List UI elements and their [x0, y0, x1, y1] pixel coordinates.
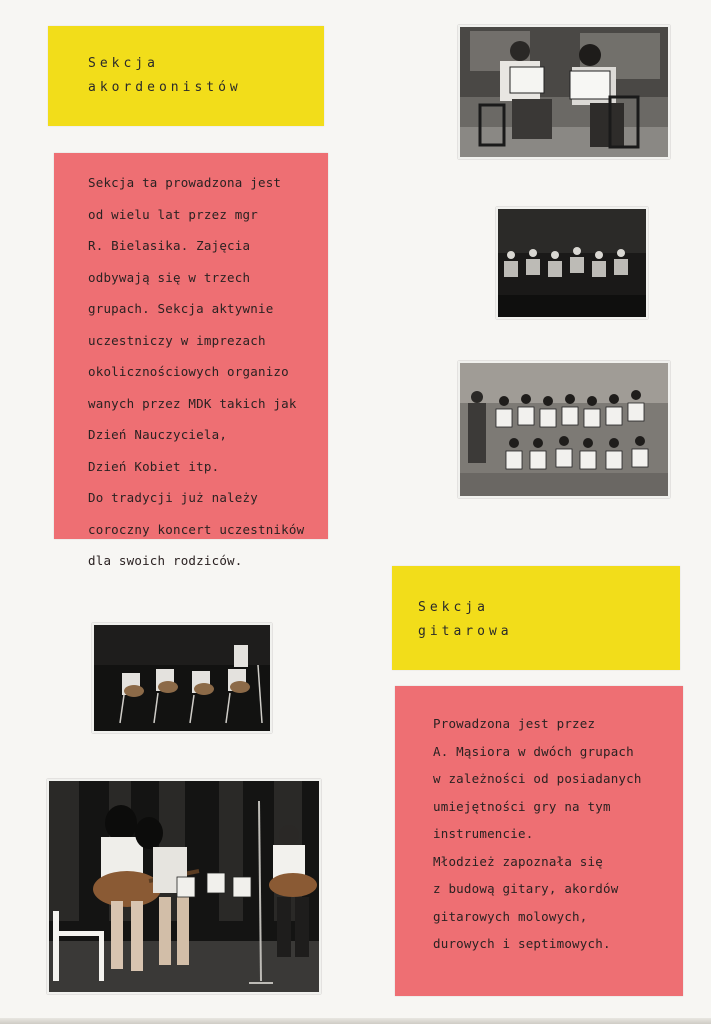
accordion-text-line: Do tradycji już należy	[88, 490, 258, 505]
accordion-group-photo	[496, 207, 648, 319]
guitar-section-label	[392, 566, 680, 670]
guitar-description-card	[395, 686, 683, 996]
accordion-text-line: Sekcja ta prowadzona jest	[88, 175, 282, 190]
guitar-text-line: Prowadzona jest przez	[433, 716, 596, 731]
guitar-text-line: A. Mąsiora w dwóch grupach	[433, 743, 634, 759]
guitar-text-line: durowych i septimowych.	[433, 936, 611, 951]
guitar-label-line-1: Sekcja	[418, 600, 489, 615]
accordionists-duo-photo	[458, 25, 670, 159]
guitar-text-line: Młodzież zapoznała się	[433, 853, 603, 869]
accordion-text-line: uczestniczy w imprezach	[88, 332, 266, 348]
accordion-text-line: Dzień Nauczyciela,	[88, 427, 228, 442]
guitar-text-line: gitarowych molowych,	[433, 908, 588, 924]
accordion-text-line: od wielu lat przez mgr	[88, 206, 258, 222]
guitar-text-line: instrumencie.	[433, 826, 534, 841]
accordion-label-line-1: Sekcja	[88, 56, 159, 71]
accordion-section-label	[48, 26, 324, 126]
guitar-text-line: w zależności od posiadanych	[433, 771, 642, 786]
accordion-label-line-2: akordeonistów	[88, 80, 242, 95]
accordion-description-card	[54, 153, 328, 568]
accordion-ensemble-photo	[458, 361, 670, 498]
guitar-text-line: umiejętności gry na tym	[433, 798, 611, 814]
accordion-text-line: grupach. Sekcja aktywnie	[88, 301, 274, 316]
accordion-text-line: coroczny koncert uczestników	[88, 521, 305, 537]
accordion-text-line: odbywają się w trzech	[88, 269, 251, 285]
accordion-text-line: okolicznościowych organizo	[88, 364, 289, 379]
accordion-text-line: Dzień Kobiet itp.	[88, 458, 220, 474]
guitar-group-photo	[92, 623, 272, 733]
accordion-text-line: dla swoich rodziców.	[88, 553, 243, 568]
accordion-text-line: wanych przez MDK takich jak	[88, 395, 297, 411]
guitar-label-line-2: gitarowa	[418, 624, 513, 639]
page-bottom-edge	[0, 1018, 711, 1024]
guitar-performance-photo	[47, 779, 321, 994]
accordion-text-line: R. Bielasika. Zajęcia	[88, 238, 251, 253]
guitar-text-line: z budową gitary, akordów	[433, 881, 619, 896]
